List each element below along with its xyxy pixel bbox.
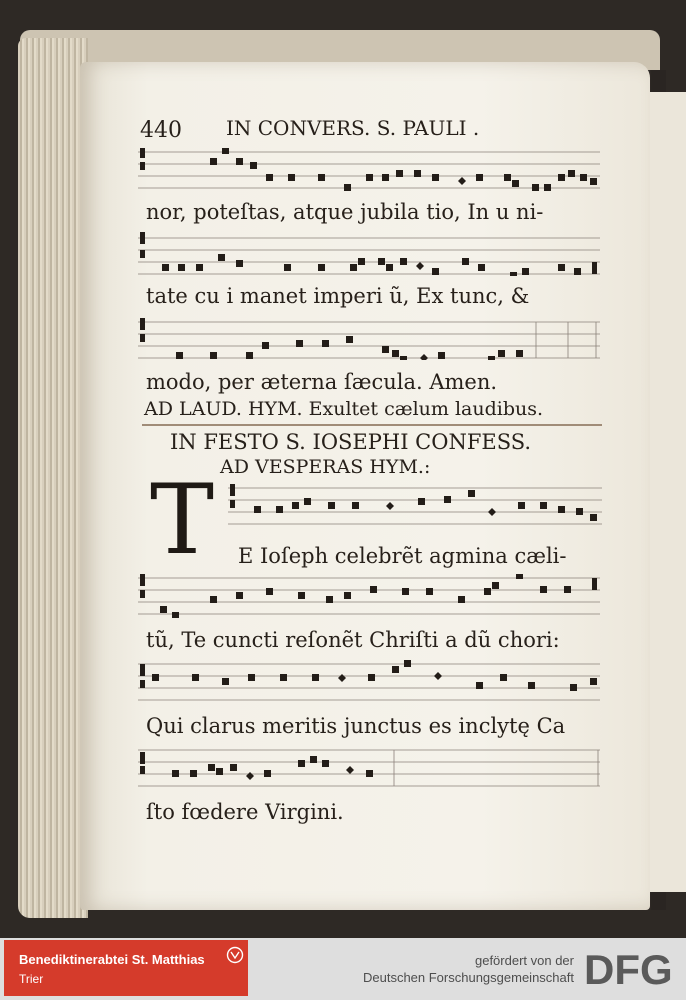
funding-note bbox=[363, 952, 574, 986]
running-title: IN CONVERS. S. PAULI . bbox=[226, 116, 480, 140]
vespers-title: AD VESPERAS HYM.: bbox=[220, 456, 431, 478]
lyric-line: E Ioſeph celebrẽt agmina cæli- bbox=[238, 544, 567, 568]
lyric-line: tũ, Te cuncti reſonẽt Chriſti a dũ chori: bbox=[146, 628, 560, 652]
dfg-logo-text: DFG bbox=[584, 946, 673, 990]
institution-name: Benediktinerabtei St. Matthias bbox=[19, 952, 205, 967]
institution-badge bbox=[4, 940, 248, 996]
lyric-line: ſto fœdere Virgini. bbox=[146, 800, 344, 824]
institution-city: Trier bbox=[19, 972, 44, 986]
chant-staff bbox=[138, 148, 600, 192]
lyric-line: modo, per æterna ſæcula. Amen. bbox=[146, 370, 498, 394]
feast-title: IN FESTO S. IOSEPHI CONFESS. bbox=[170, 430, 532, 454]
lyric-line: tate cu i manet imperi ũ, Ex tunc, & bbox=[146, 284, 530, 308]
section-divider bbox=[142, 424, 602, 426]
rubric-laudes: AD LAUD. HYM. Exultet cælum laudibus. bbox=[144, 398, 544, 420]
page-number: 440 bbox=[140, 118, 182, 143]
dfg-logo bbox=[582, 946, 680, 990]
facing-page-edge bbox=[648, 92, 686, 892]
page-stack-edge bbox=[18, 38, 88, 918]
drop-capital: T bbox=[150, 464, 215, 576]
chant-staff bbox=[138, 574, 600, 618]
lyric-line: Qui clarus meritis junctus es inclytę Ca bbox=[146, 714, 566, 738]
chant-staff bbox=[138, 746, 600, 790]
abbey-emblem-icon bbox=[226, 946, 244, 964]
lyric-line: nor, poteſtas, atque jubila tio, In u ni- bbox=[146, 200, 544, 224]
chant-staff bbox=[228, 484, 602, 528]
chant-staff bbox=[138, 660, 600, 704]
chant-staff bbox=[138, 232, 600, 276]
funding-agency: Deutschen Forschungsgemeinschaft bbox=[362, 970, 574, 985]
funding-line: gefördert von der bbox=[474, 953, 574, 968]
chant-staff bbox=[138, 316, 600, 360]
